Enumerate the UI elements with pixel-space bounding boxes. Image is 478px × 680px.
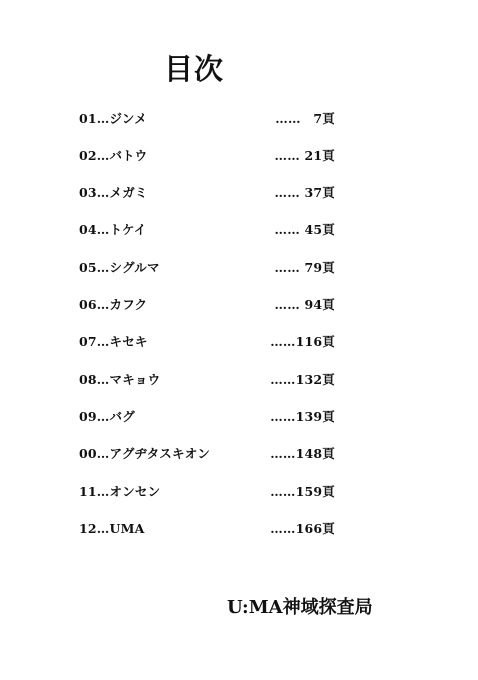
entry-label: 08…マキョウ (79, 372, 161, 387)
entry-label: 04…トケイ (79, 222, 147, 237)
toc-entry (0, 444, 478, 464)
entry-label: 11…オンセン (79, 484, 161, 499)
entry-label: 07…キセキ (79, 334, 148, 349)
entry-label: 06…カフク (79, 297, 148, 312)
entry-page-number: ……159頁 (270, 484, 335, 499)
toc-entry (0, 482, 478, 502)
toc-entry (0, 407, 478, 427)
entry-label: 05…シグルマ (79, 260, 160, 275)
entry-label: 12…UMA (79, 521, 145, 536)
toc-entry (0, 109, 478, 129)
publisher-label: U:MA神域探査局 (227, 597, 373, 618)
page-title: 目次 (164, 52, 225, 86)
entry-page-number: ……166頁 (270, 521, 335, 536)
entry-page-number: …… 37頁 (274, 185, 335, 200)
entry-page-number: ……116頁 (270, 334, 335, 349)
entry-label: 03…メガミ (79, 185, 148, 200)
toc-entry (0, 220, 478, 240)
entry-page-number: …… 79頁 (274, 260, 335, 275)
toc-entry (0, 295, 478, 315)
toc-entry (0, 519, 478, 539)
entry-page-number: ……148頁 (270, 446, 335, 461)
toc-entry (0, 332, 478, 352)
entry-label: 09…バグ (79, 409, 135, 424)
entry-page-number: ……132頁 (270, 372, 335, 387)
toc-entry (0, 146, 478, 166)
entry-page-number: ……139頁 (270, 409, 335, 424)
entry-label: 01…ジンメ (79, 111, 147, 126)
entry-page-number: …… 94頁 (274, 297, 335, 312)
entry-label: 02…バトウ (79, 148, 148, 163)
toc-entry (0, 258, 478, 278)
toc-entry (0, 183, 478, 203)
entry-page-number: …… 21頁 (274, 148, 335, 163)
entry-page-number: …… 45頁 (274, 222, 335, 237)
toc-entry (0, 370, 478, 390)
entry-label: 00…アグヂタスキオン (79, 446, 211, 461)
entry-page-number: …… 7頁 (275, 111, 335, 126)
